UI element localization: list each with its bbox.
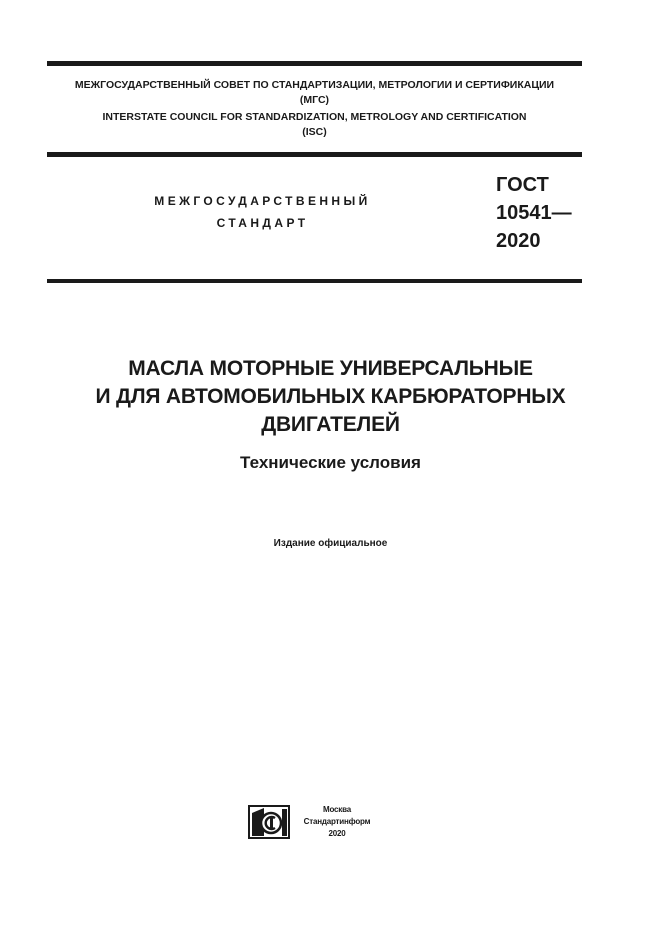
council-name-ru <box>47 78 582 108</box>
council-name-ru-line: МЕЖГОСУДАРСТВЕННЫЙ СОВЕТ ПО СТАНДАРТИЗАЦИИ, МЕТРОЛОГИИ И СЕРТИФИКАЦИИ <box>74 79 555 91</box>
imprint-city: Москва <box>323 805 351 814</box>
publisher-logo-icon <box>248 805 290 839</box>
standard-kind-line-2: СТАНДАРТ <box>216 216 309 230</box>
imprint-year: 2020 <box>328 829 346 838</box>
imprint-publisher: Стандартинформ <box>303 817 371 826</box>
document-subtitle: Технические условия <box>240 453 421 472</box>
designation-year: 2020 <box>496 230 541 252</box>
standard-designation <box>496 171 572 255</box>
document-title-line-1: МАСЛА МОТОРНЫЕ УНИВЕРСАЛЬНЫЕ <box>128 357 533 380</box>
document-title-line-2: И ДЛЯ АВТОМОБИЛЬНЫХ КАРБЮРАТОРНЫХ <box>95 385 566 408</box>
standard-kind <box>120 190 405 234</box>
top-rule <box>47 61 582 66</box>
council-abbreviation-ru: (МГС) <box>299 94 330 106</box>
council-name-en-line: INTERSTATE COUNCIL FOR STANDARDIZATION, METROLOGY AND CERTIFICATION <box>102 111 527 123</box>
edition-note: Издание официальное <box>273 538 388 549</box>
middle-rule <box>47 152 582 157</box>
designation-number: 10541— <box>496 202 572 224</box>
council-abbreviation-en: (ISC) <box>302 126 327 138</box>
publisher-imprint <box>292 804 382 840</box>
designation-prefix: ГОСТ <box>496 174 549 196</box>
standard-kind-line-1: МЕЖГОСУДАРСТВЕННЫЙ <box>154 194 371 208</box>
council-name-en <box>47 110 582 140</box>
document-title <box>47 355 614 439</box>
document-title-line-3: ДВИГАТЕЛЕЙ <box>261 413 400 436</box>
bottom-rule <box>47 279 582 283</box>
